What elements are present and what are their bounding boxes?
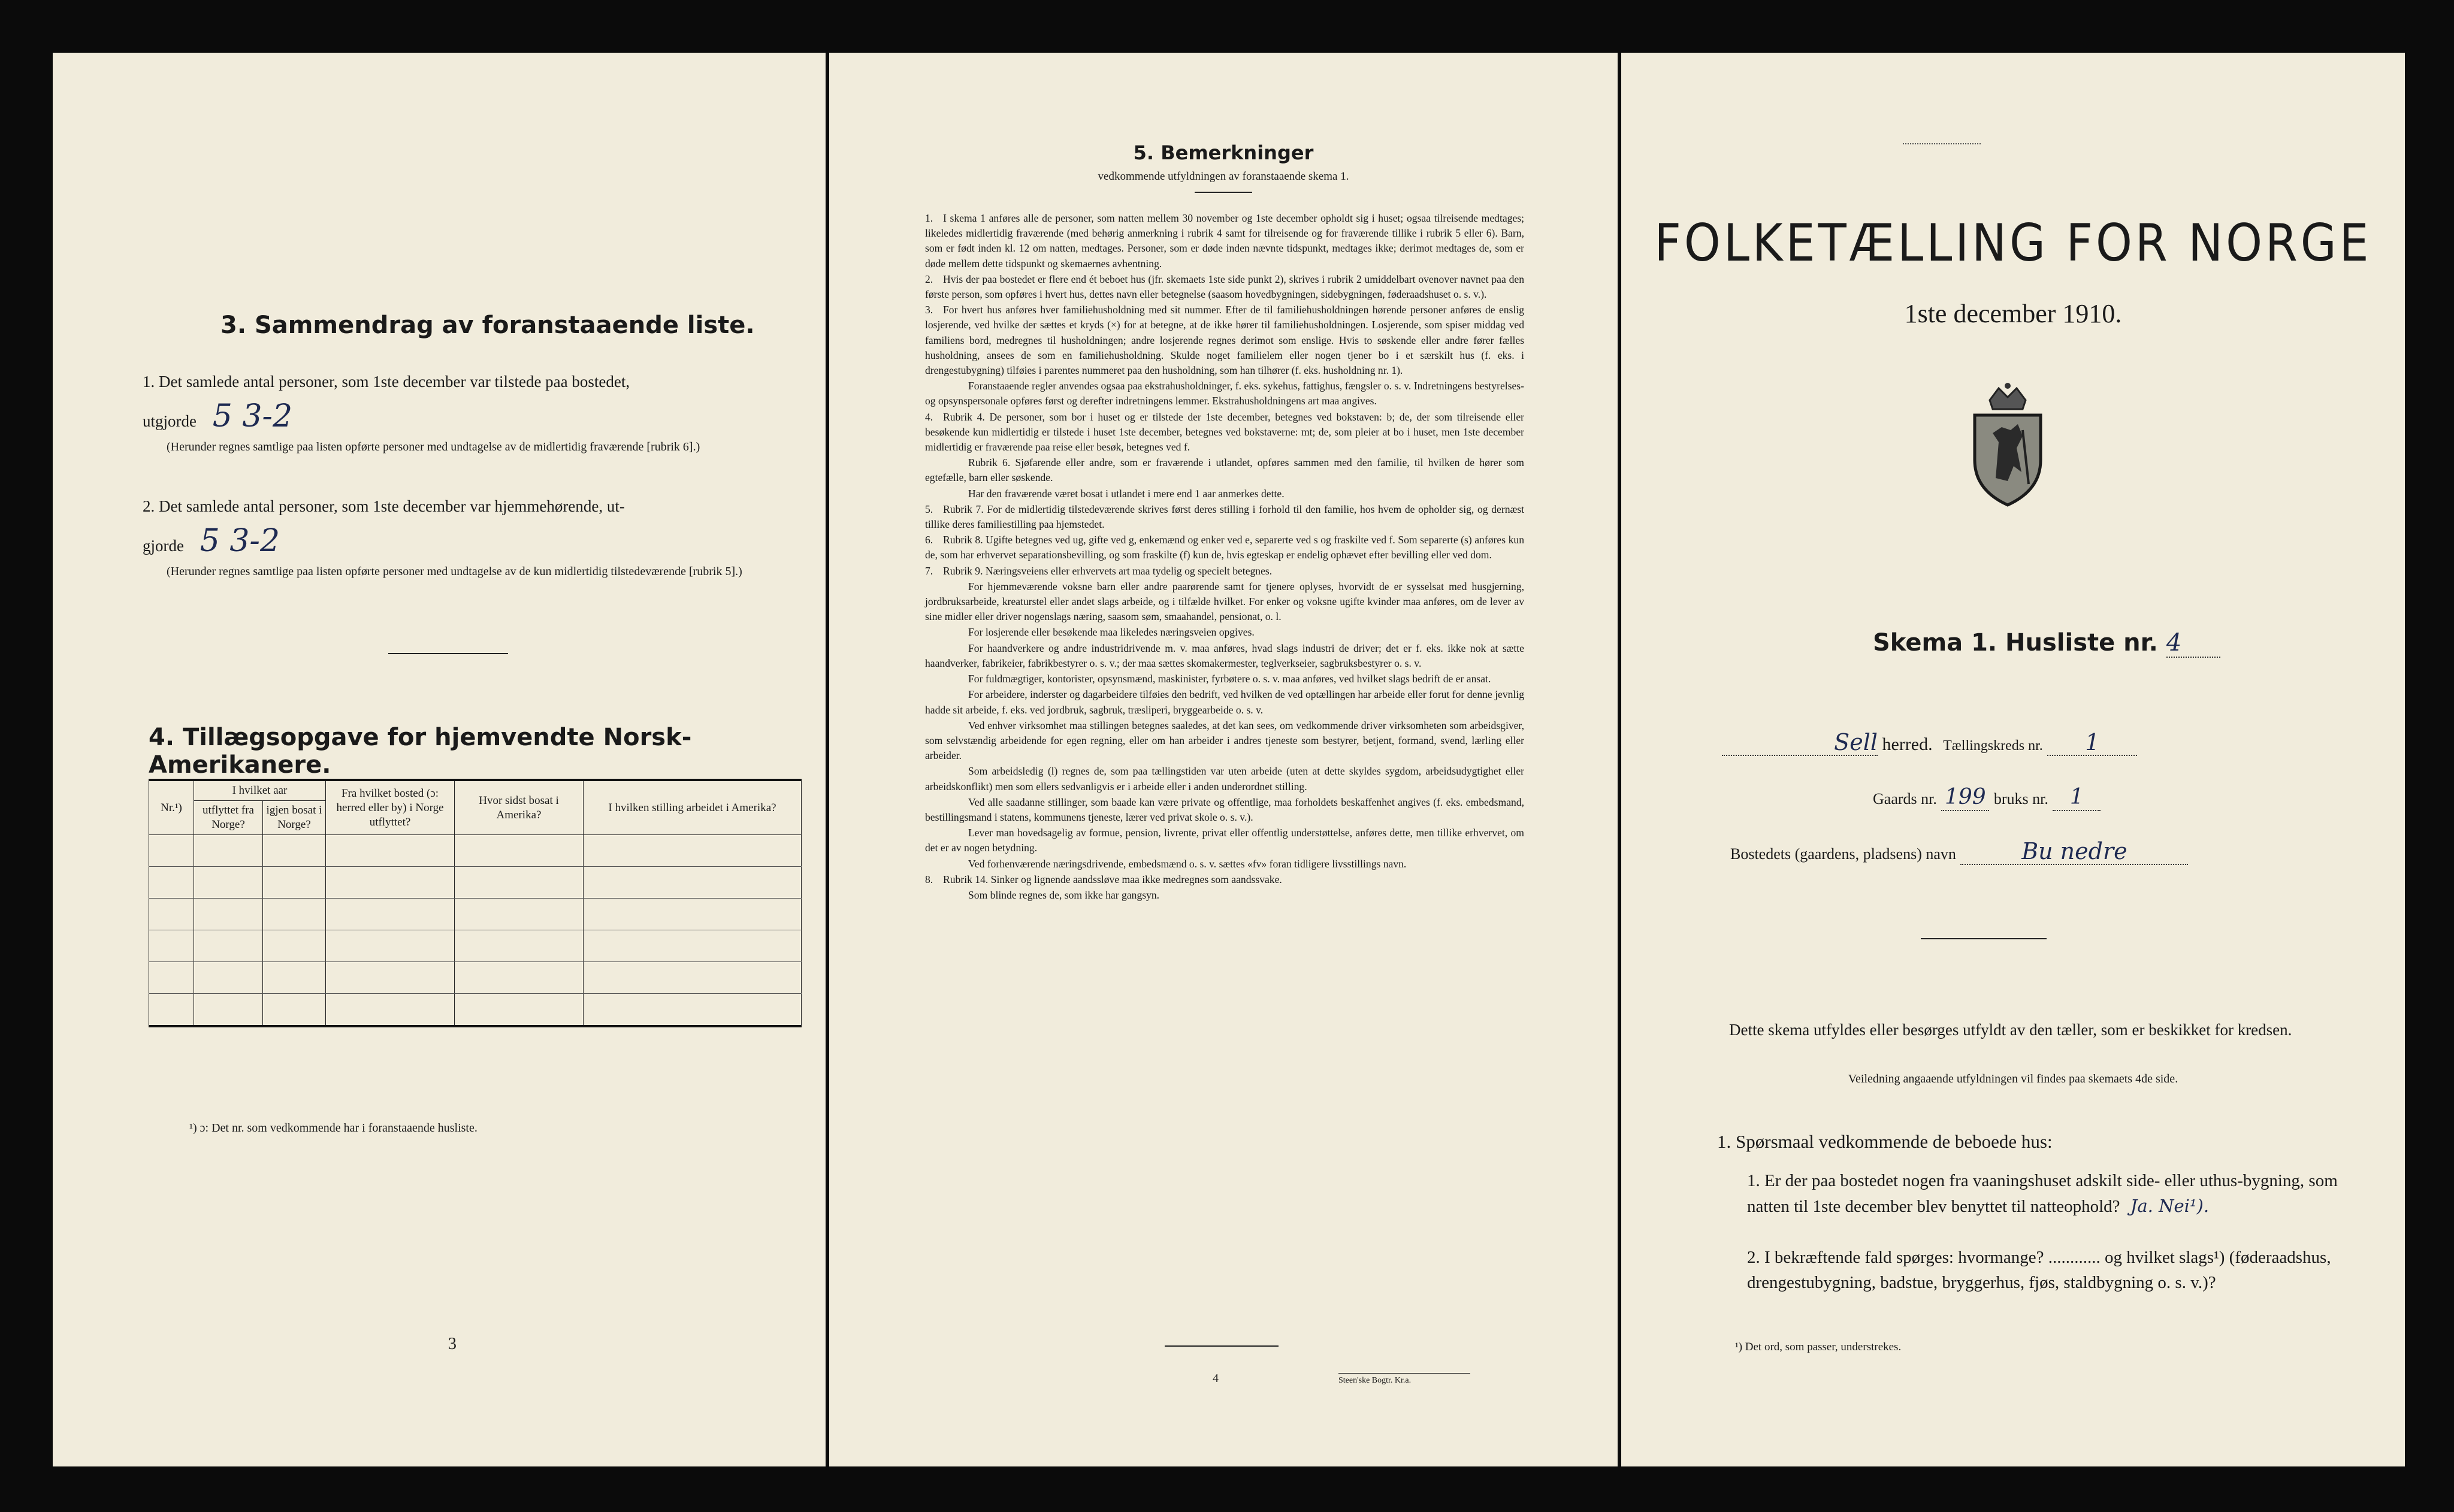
questions-header: 1. Spørsmaal vedkommende de beboede hus: <box>1717 1131 2053 1152</box>
divider <box>1165 1345 1279 1347</box>
table-row[interactable] <box>149 899 802 930</box>
remark-text: Rubrik 7. For de midlertidig tilstedeværende skrives først deres stilling i forhold til den familie, hos hvem de opholder sig, og dernæst tillike deres familiestilling paa hjemstedet. <box>925 503 1524 531</box>
col-fra-bosted: Fra hvilket bosted (ɔ: herred eller by) i Norge utflyttet? <box>326 780 455 835</box>
coat-of-arms-icon <box>1963 382 2053 508</box>
remark-text: I skema 1 anføres alle de personer, som natten mellem 30 november og 1ste december opholdt sig i huset; ogsaa tilreisende medtages; likeledes midlertidig fraværende (med behørig anmerkning i rubrik 4 samt for tilreisende og for fraværende tillike i rubrik 5 eller 6). Barn, som er født inden kl. 12 om natten, medtages. Personer, som er døde inden nævnte tidspunkt, medtages ikke; derimot medtages de, som er døde mellem dette tidspunkt og skemaernes avhentning. <box>925 212 1524 270</box>
bosted-value[interactable]: Bu nedre <box>1960 839 2188 865</box>
divider <box>1921 938 2047 939</box>
remark-text: Rubrik 8. Ugifte betegnes ved ug, gifte ved g, enkemænd og enker ved e, separerte ved s og fraskilte ved f. Som separerte (s) anføres kun de, som har erhvervet separationsbevilling, og som fraskilte (f) kun de, hvis egteskap er endelig ophævet efter bevilling eller ved dom. <box>925 534 1524 561</box>
remark-number: 1. <box>925 212 933 224</box>
col-aar-group: I hvilket aar <box>194 780 326 801</box>
printer-imprint: Steen'ske Bogtr. Kr.a. <box>1338 1373 1470 1386</box>
remark-text: Ved forhenværende næringsdrivende, embedsmænd o. s. v. sættes «fv» foran tidligere livsstillings navn. <box>968 857 1407 870</box>
divider <box>388 653 508 654</box>
gaards-line <box>1873 785 2405 812</box>
remark-text: For haandverkere og andre industridrivende m. v. maa anføres, hvad slags industri de driver; det er f. eks. ikke nok at sætte haandverker, fabrikeier, fabrikbestyrer o. s. v.; der maa sættes skomakermester, teglverkseier, sagbruksbestyrer o. s. v. <box>925 642 1524 669</box>
question-2: 2. I bekræftende fald spørges: hvormange? ............ og hvilket slags¹) (føderaadshus, drengestubygning, badstue, bryggerhus, fjøs, staldbygning o. s. v.)? <box>1747 1248 2331 1292</box>
schema-label: Skema 1. Husliste nr. <box>1873 629 2158 657</box>
summary-item-2 <box>143 489 760 580</box>
col-stilling: I hvilken stilling arbeidet i Amerika? <box>584 780 802 835</box>
remark-text: Rubrik 9. Næringsveiens eller erhvervets art maa tydelig og specielt betegnes. <box>943 564 1273 577</box>
remark-text: For arbeidere, inderster og dagarbeidere tilføies den bedrift, ved hvilken de ved optællingen har arbeide eller forut for denne jevnlig hadde sit arbeide, f. eks. ved jordbruk, sagbruk, træsliperi, bryggearbeide o. s. v. <box>925 688 1524 716</box>
summary-item-2-text: 2. Det samlede antal personer, som 1ste december var hjemmehørende, ut- <box>143 497 625 515</box>
table-row[interactable] <box>149 994 802 1027</box>
table-row[interactable] <box>149 835 802 867</box>
remark-number: 7. <box>925 564 933 577</box>
remark-number: 5. <box>925 503 933 515</box>
col-sidst-bosat: Hvor sidst bosat i Amerika? <box>455 780 584 835</box>
question-1-options[interactable]: Ja. Nei¹). <box>2130 1196 2210 1216</box>
remark-paragraph <box>925 211 1524 271</box>
instruction-text: Dette skema utfyldes eller besørges utfyldt av den tæller, som er beskikket for kredsen. <box>1729 1021 2292 1039</box>
page-right <box>1621 53 2405 1466</box>
remark-number: 4. <box>925 410 933 423</box>
remark-text: Foranstaaende regler anvendes ogsaa paa ekstrahusholdninger, f. eks. sykehus, fattighus, fængsler o. s. v. Indretningens bestyrelses- og opsynspersonale opføres først og derefter indretningens lemmer. Ekstrahusholdningens art maa angives. <box>925 380 1524 407</box>
remark-paragraph <box>925 379 1524 409</box>
table-row[interactable] <box>149 930 802 962</box>
col-nr: Nr.¹) <box>149 780 194 835</box>
remark-paragraph <box>925 641 1524 671</box>
document-date: 1ste december 1910. <box>1904 299 2122 328</box>
col-utflyttet: utflyttet fra Norge? <box>194 801 263 835</box>
section-4-title: 4. Tillægsopgave for hjemvendte Norsk-Amerikanere. <box>149 724 692 779</box>
remark-text: Som arbeidsledig (l) regnes de, som paa tællingstiden var uten arbeide (uten at dette skyldes sygdom, arbeidsudygtighet eller arbeidskonflikt) men som ellers sedvanligvis er i arbeide eller i anden underordnet stilling. <box>925 765 1524 793</box>
remark-paragraph <box>925 825 1524 855</box>
remark-number: 3. <box>925 304 933 316</box>
summary-item-1-label: utgjorde <box>143 412 197 430</box>
present-count-value: 5 3-2 <box>212 398 293 434</box>
page-left <box>53 53 826 1466</box>
summary-item-2-label: gjorde <box>143 537 184 555</box>
remark-paragraph <box>925 764 1524 794</box>
schema-line <box>1873 629 2220 658</box>
table-footnote: ¹) ɔ: Det nr. som vedkommende har i foranstaaende husliste. <box>189 1121 477 1135</box>
bruks-label: bruks nr. <box>1993 790 2048 808</box>
remark-text: Ved alle saadanne stillinger, som baade kan være private og offentlige, maa forholdets beskaffenhet angives (f. eks. embedsmand, bestillingsmand i statens, kommunens tjeneste, lærer ved privat skole o. s. v.). <box>925 796 1524 823</box>
herred-label: herred. <box>1882 734 1933 754</box>
divider <box>1195 192 1252 193</box>
remark-number: 8. <box>925 873 933 885</box>
remark-paragraph <box>925 579 1524 625</box>
summary-item-1 <box>143 364 760 455</box>
husliste-nr-value[interactable]: 4 <box>2166 629 2220 658</box>
remark-text: For hjemmeværende voksne barn eller andre paarørende samt for tjenere oplyses, hvorvidt de er sysselsat med husgjerning, jordbruksarbeide, kreaturstel eller andet slags arbeide, og i tilfælde hvilket. For enker og voksne ugifte kvinder maa anføres, om de lever av sine midler eller driver nogenslags næring, saasom søm, smaahandel, pensionat, o. l. <box>925 580 1524 623</box>
remark-paragraph <box>925 486 1524 501</box>
remark-paragraph <box>925 564 1524 579</box>
remark-text: For fuldmægtiger, kontorister, opsynsmænd, maskinister, fyrbøtere o. s. v. maa anføres, ved hvilket slags bedrift de er ansat. <box>968 673 1491 685</box>
remark-text: Som blinde regnes de, som ikke har gangsyn. <box>968 888 1160 901</box>
remark-number: 2. <box>925 273 933 285</box>
remark-paragraph <box>925 272 1524 302</box>
remark-text: Ved enhver virksomhet maa stillingen betegnes saaledes, at det kan sees, om vedkommende driver virksomheten som arbeidsgiver, som selvstændig arbeidende for egen regning, eller om han arbeider i andres tjeneste som bestyrer, betjent, formand, svend, lærling eller arbeider. <box>925 719 1524 762</box>
gaards-label: Gaards nr. <box>1873 790 1937 808</box>
remarks-title: 5. Bemerkninger <box>1133 141 1314 164</box>
kreds-value[interactable]: 1 <box>2047 730 2137 756</box>
col-igjen-bosat: igjen bosat i Norge? <box>263 801 326 835</box>
remark-paragraph <box>925 533 1524 563</box>
question-1-text: 1. Er der paa bostedet nogen fra vaaningshuset adskilt side- eller uthus-bygning, som natten til 1ste december blev benyttet til natteophold? <box>1747 1171 2338 1216</box>
remark-paragraph <box>925 502 1524 532</box>
remark-paragraph <box>925 687 1524 717</box>
section-3-title: 3. Sammendrag av foranstaaende liste. <box>220 312 755 339</box>
herred-value[interactable]: Sell <box>1722 730 1878 756</box>
veiledning-text: Veiledning angaaende utfyldningen vil findes paa skemaets 4de side. <box>1848 1072 2178 1085</box>
herred-line <box>1722 730 2363 758</box>
remark-paragraph <box>925 718 1524 764</box>
summary-item-2-note: (Herunder regnes samtlige paa listen opførte personer med undtagelse av de kun midlertidig tilstedeværende [rubrik 5].) <box>167 565 742 578</box>
bruks-value[interactable]: 1 <box>2053 785 2101 811</box>
bosted-line <box>1730 839 2341 867</box>
remark-text: Har den fraværende været bosat i utlandet i mere end 1 aar anmerkes dette. <box>968 487 1285 500</box>
remark-text: For losjerende eller besøkende maa likeledes næringsveien opgives. <box>968 626 1255 639</box>
remark-paragraph <box>925 455 1524 485</box>
document-title: FOLKETÆLLING FOR NORGE <box>1654 213 2372 273</box>
remark-text: Rubrik 14. Sinker og lignende aandssløve maa ikke medregnes som aandssvake. <box>943 873 1282 885</box>
remark-number: 6. <box>925 534 933 546</box>
remarks-list <box>925 211 1524 903</box>
norsk-amerikanere-table <box>149 779 802 1027</box>
remarks-subtitle: vedkommende utfyldningen av foranstaaende skema 1. <box>1098 170 1349 183</box>
remark-text: For hvert hus anføres hver familiehusholdning med sit nummer. Efter de til familiehusholdningen hørende personer anføres de enslig losjerende, ved hvilke der sættes et kryds (×) for at betegne, at de ikke hører til familiehusholdningen. Losjerende, som spiser middag ved familiens bord, medregnes til husholdningen; andre losjerende regnes derimot som enslige. Hvis to søskende eller andre fører fælles husholdning, ansees de som en familiehusholdning. Skulde noget familielem eller nogen tjener bo i et særskilt hus (f. eks. i drengestubygning) tilføies i parentes nummeret paa den husholdning, som han tilhører (f. eks. husholdning nr. 1). <box>925 304 1524 377</box>
remark-paragraph <box>925 303 1524 378</box>
gaards-value[interactable]: 199 <box>1941 785 1989 811</box>
remark-text: Rubrik 6. Sjøfarende eller andre, som er fraværende i utlandet, opføres sammen med den familie, til hvilken de hører som egtefælle, barn eller søskende. <box>925 456 1524 484</box>
summary-item-1-text: 1. Det samlede antal personer, som 1ste december var tilstede paa bostedet, <box>143 373 630 391</box>
remark-text: Rubrik 4. De personer, som bor i huset og er tilstede der 1ste december, betegnes ved bokstaven: b; de, der som tilreisende eller besøkende kun midlertidig er tilstede i huset 1ste december, betegnes ved bokstaverne: mt; de, som pleier at bo i huset, men 1ste december midlertidig er fraværende paa reise eller besøk, betegnes ved f. <box>925 410 1524 453</box>
page-footnote: ¹) Det ord, som passer, understrekes. <box>1735 1341 1902 1353</box>
page-middle <box>829 53 1618 1466</box>
bosted-label: Bostedets (gaardens, pladsens) navn <box>1730 845 1956 863</box>
page-number: 4 <box>1213 1372 1219 1385</box>
remark-paragraph <box>925 888 1524 903</box>
remark-paragraph <box>925 872 1524 887</box>
remark-paragraph <box>925 857 1524 872</box>
remark-paragraph <box>925 410 1524 455</box>
ornament <box>1903 141 1981 144</box>
remark-text: Hvis der paa bostedet er flere end ét beboet hus (jfr. skemaets 1ste side punkt 2), skrives i rubrik 2 umiddelbart ovenover navnet paa den første person, som opføres i hvert hus, dettes navn eller betegnelse (saasom hovedbygningen, sidebygningen, føderaadshuset o. s. v.). <box>925 273 1524 301</box>
table-row[interactable] <box>149 867 802 899</box>
table-row[interactable] <box>149 962 802 994</box>
remark-paragraph <box>925 795 1524 825</box>
page-number: 3 <box>448 1335 457 1353</box>
remark-paragraph <box>925 625 1524 640</box>
remark-text: Lever man hovedsagelig av formue, pension, livrente, privat eller offentlig understøttelse, anføres dette, men tillike erhvervet, om det er av nogen betydning. <box>925 827 1524 854</box>
question-1 <box>1747 1168 2346 1219</box>
remark-paragraph <box>925 672 1524 687</box>
kreds-label: Tællingskreds nr. <box>1943 738 2043 754</box>
summary-item-1-note: (Herunder regnes samtlige paa listen opførte personer med undtagelse av de midlertidig fraværende [rubrik 6].) <box>167 440 700 453</box>
resident-count-value: 5 3-2 <box>200 523 280 559</box>
